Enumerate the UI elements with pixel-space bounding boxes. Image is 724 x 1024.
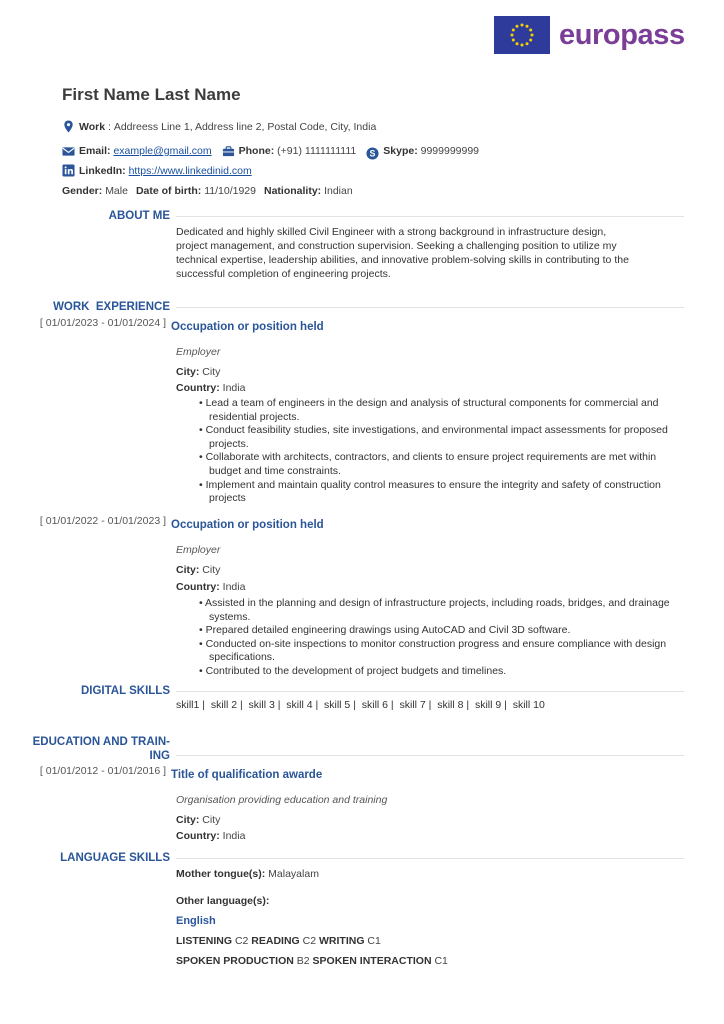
education-country (176, 830, 245, 842)
job-bullet: • Prepared detailed engineering drawings using AutoCAD and Civil 3D software. (190, 624, 680, 638)
email-icon (62, 145, 75, 158)
about-text (176, 225, 681, 281)
city-value: City (202, 366, 221, 378)
reading-level: C2 (302, 935, 317, 947)
city-label: City: (176, 366, 200, 378)
language-name: English (176, 915, 216, 927)
digital-divider (176, 691, 684, 692)
country-value: India (222, 382, 246, 394)
logo-text: europass (559, 18, 685, 51)
dob-label: Date of birth: (135, 185, 202, 197)
qualification-title: Title of qualification awarde (171, 769, 323, 781)
gender-value: Male (105, 185, 128, 197)
email-label: Email: (79, 145, 111, 157)
linkedin-label: LinkedIn: (79, 164, 126, 177)
education-organisation: Organisation providing education and training (176, 794, 388, 806)
job-occupation: Occupation or position held (171, 519, 324, 531)
job-country (176, 382, 245, 394)
job-country (176, 581, 245, 593)
skills-list: skill1 | skill 2 | skill 3 | skill 4 | skill 5 | skill 6 | skill 7 | skill 8 | skill 9 | skill 10 (176, 699, 545, 711)
spoken-interaction-label: SPOKEN INTERACTION (312, 955, 432, 967)
job-bullet: • Contributed to the development of project budgets and timelines. (190, 665, 680, 679)
job-occupation: Occupation or position held (171, 321, 324, 333)
education-title-line: ING (149, 750, 170, 762)
dob-value: 11/10/1929 (204, 185, 256, 197)
country-label: Country: (176, 830, 220, 842)
education-title-line: EDUCATION AND TRAIN- (32, 736, 170, 748)
country-label: Country: (176, 382, 220, 394)
linkedin-icon (62, 164, 75, 177)
eu-flag-icon (494, 16, 550, 54)
country-label: Country: (176, 581, 220, 593)
skype-icon (366, 147, 379, 160)
about-section-title: ABOUT ME (108, 210, 170, 222)
listening-level: C2 (234, 935, 249, 947)
writing-label: WRITING (319, 935, 365, 947)
city-value: City (202, 814, 221, 826)
work-value: Addreess Line 1, Address line 2, Postal Code, City, India (113, 120, 377, 133)
education-dates: [ 01/01/2012 - 01/01/2016 ] (39, 765, 166, 777)
language-levels-row1 (176, 935, 381, 947)
phone-label: Phone: (238, 145, 275, 157)
job-bullet: • Conduct feasibility studies, site investigations, and environmental impact assessments for proposed projects. (190, 424, 680, 451)
svg-text:S: S (369, 148, 376, 159)
email-link[interactable]: example@gmail.com (113, 145, 212, 157)
reading-label: READING (251, 935, 300, 947)
work-label: Work (79, 120, 106, 133)
job-dates: [ 01/01/2023 - 01/01/2024 ] (39, 317, 166, 329)
job-bullet: • Implement and maintain quality control measures to ensure the integrity and safety of construction projects (190, 479, 680, 506)
mother-tongue-label: Mother tongue(s): (176, 868, 266, 880)
contact-line (62, 142, 479, 160)
work-divider (176, 307, 684, 308)
spoken-interaction-level: C1 (434, 955, 448, 967)
language-section-title: LANGUAGE SKILLS (60, 852, 170, 864)
education-divider (176, 755, 684, 756)
language-divider (176, 858, 684, 859)
phone-value: (+91) 1111111111 (277, 145, 357, 157)
person-name: First Name Last Name (62, 85, 241, 104)
job-bullet: • Lead a team of engineers in the design and analysis of structural components for commercial and residential projects. (190, 397, 680, 424)
about-line: project management, and construction supervision. Seeking a challenging position to utilize my (176, 240, 617, 252)
about-line: successful completion of engineering projects. (176, 268, 391, 280)
job-bullet: • Collaborate with architects, contractors, and clients to ensure project requirements are met within budget and time constraints. (190, 451, 680, 478)
job-bullet: • Conducted on-site inspections to monitor construction progress and ensure compliance with design specifications. (190, 638, 680, 665)
spoken-production-level: B2 (296, 955, 310, 967)
job-bullets (190, 597, 680, 679)
linkedin-link[interactable]: https://www.linkedinid.com (128, 164, 252, 177)
location-icon (62, 120, 75, 133)
gender-label: Gender: (62, 185, 103, 197)
work-section-title: WORK EXPERIENCE (53, 301, 170, 313)
city-label: City: (176, 814, 200, 826)
digital-section-title: DIGITAL SKILLS (80, 685, 170, 697)
spoken-production-label: SPOKEN PRODUCTION (176, 955, 294, 967)
linkedin-line (62, 164, 252, 177)
listening-label: LISTENING (176, 935, 233, 947)
about-line: Dedicated and highly skilled Civil Engineer with a strong background in infrastructure design, (176, 226, 607, 238)
europass-logo (494, 16, 685, 54)
writing-level: C1 (367, 935, 381, 947)
about-divider (176, 216, 684, 217)
work-address-line: Work : Addreess Line 1, Address line 2, Postal Code, City, India (62, 120, 376, 133)
job-bullets (190, 397, 680, 506)
language-levels-row2 (176, 955, 448, 967)
job-dates: [ 01/01/2022 - 01/01/2023 ] (39, 515, 166, 527)
job-city (176, 564, 220, 576)
job-employer: Employer (176, 544, 221, 556)
nationality-label: Nationality: (263, 185, 322, 197)
job-employer: Employer (176, 346, 221, 358)
mother-tongue (176, 868, 319, 880)
country-value: India (222, 581, 246, 593)
education-city (176, 814, 220, 826)
other-languages-label: Other language(s): (176, 895, 270, 907)
skype-value: 9999999999 (420, 145, 480, 157)
nationality-value: Indian (324, 185, 353, 197)
country-value: India (222, 830, 246, 842)
city-value: City (202, 564, 221, 576)
skype-label: Skype: (383, 145, 418, 157)
job-bullet: • Assisted in the planning and design of infrastructure projects, including roads, bridges, and drainage systems. (190, 597, 680, 624)
about-line: technical expertise, leadership abilities, and innovative problem-solving skills in contributing to the (176, 254, 629, 266)
city-label: City: (176, 564, 200, 576)
phone-icon (222, 145, 235, 158)
mother-tongue-value: Malayalam (268, 868, 319, 880)
education-section-title (33, 735, 170, 763)
personal-info-line (62, 185, 353, 197)
job-city (176, 366, 220, 378)
